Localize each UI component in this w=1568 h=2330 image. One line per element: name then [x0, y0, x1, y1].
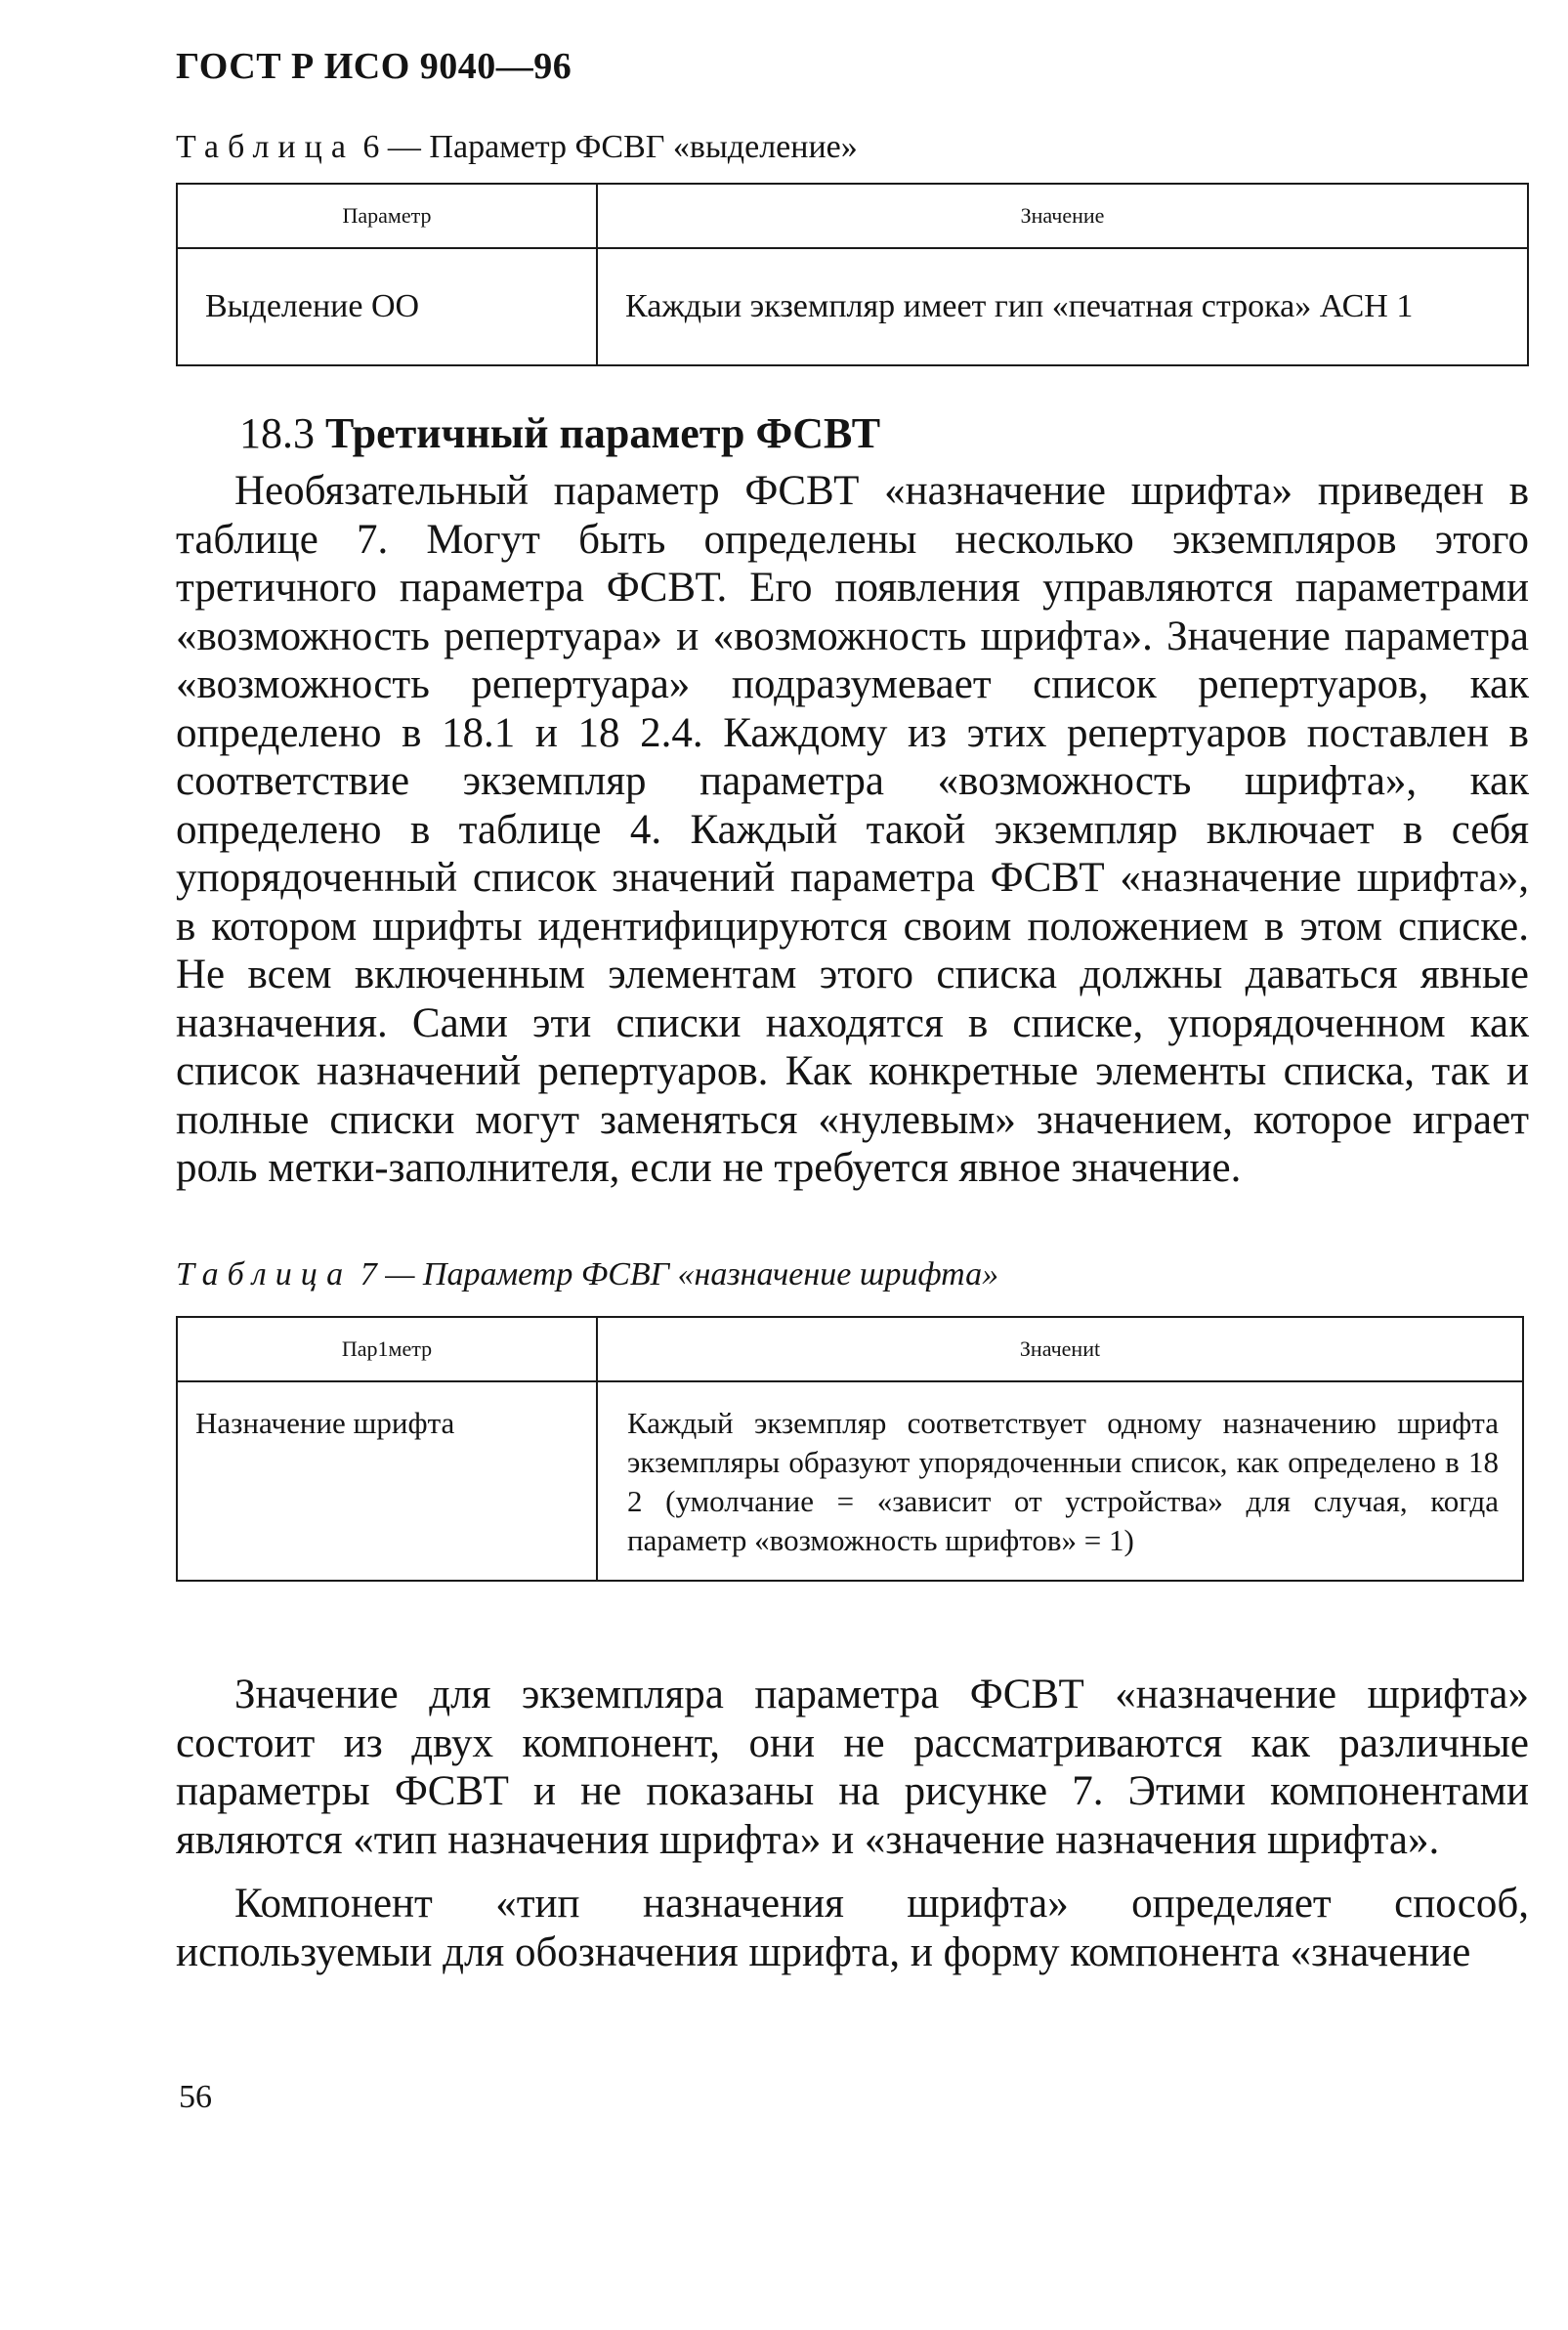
table7-caption-lead: Таблица — [176, 1256, 353, 1292]
section-number: 18.3 — [239, 409, 315, 457]
table-row — [177, 1381, 1523, 1581]
table6-caption-text: 6 — Параметр ФСВГ «выделение» — [354, 129, 858, 165]
section-body — [176, 467, 1529, 1193]
table6-col-param: Параметр — [177, 184, 597, 248]
section-title: Третичный параметр ФСВТ — [325, 409, 881, 457]
table7-header-row — [177, 1317, 1523, 1381]
table6-param-cell: Выделение ОО — [177, 248, 597, 365]
table7 — [176, 1316, 1524, 1582]
table6-header-row — [177, 184, 1528, 248]
paragraph: Значение для экземпляра параметра ФСВТ «назначение шрифта» состоит из двух компонент, они не рассматриваются как различные параметры ФСВТ и не показаны на рисунке 7. Этими компонентами являются «тип назначения шрифта» и «значение назначения шрифта». — [176, 1672, 1529, 1863]
paragraph: Компонент «тип назначения шрифта» определяет способ, используемыи для обозначения шрифта, и форму компонента «значение — [176, 1881, 1529, 1975]
section-heading — [239, 408, 880, 458]
document-header: ГОСТ Р ИСО 9040—96 — [176, 46, 572, 87]
table7-value-cell: Каждый экземпляр соответствует одному назначению шрифта экземпляры образуют упорядоченныи список, как определено в 18 2 (умолчание = «зависит от устройства» для случая, когда параметр «возможность шрифтов» = 1) — [597, 1381, 1523, 1581]
page-number: 56 — [179, 2079, 212, 2115]
table7-param-cell: Назначение шрифта — [177, 1381, 597, 1581]
table6 — [176, 183, 1529, 366]
table6-caption — [176, 129, 858, 166]
table6-value-cell: Каждыи экземпляр имеет гип «печатная строка» АСН 1 — [597, 248, 1528, 365]
table7-col-param: Пар1метр — [177, 1317, 597, 1381]
table6-col-value: Значение — [597, 184, 1528, 248]
table-row — [177, 248, 1528, 365]
closing-text — [176, 1671, 1529, 1976]
table6-caption-lead: Таблица — [176, 129, 355, 165]
paragraph: Необязательный параметр ФСВТ «назначение шрифта» приведен в таблице 7. Могут быть определены несколько экземпляров этого третичного параметра ФСВТ. Его появления управляются параметрами «возможность репертуара» и «возможность шрифта». Значение параметра «возможность репертуара» подразумевает список репертуаров, как определено в 18.1 и 18 2.4. Каждому из этих репертуаров поставлен в соответствие экземпляр параметра «возможность шрифта», как определено в таблице 4. Каждый такой экземпляр включает в себя упорядоченный список значений параметра ФСВТ «назначение шрифта», в котором шрифты идентифицируются своим положением в этом списке. Не всем включенным элементам этого списка должны даваться явные назначения. Сами эти списки находятся в списке, упорядоченном как список назначений репертуаров. Как конкретные элементы списка, так и полные списки могут заменяться «нулевым» значением, которое играет роль метки-заполнителя, если не требуется явное значение. — [176, 468, 1529, 1191]
table7-caption — [176, 1256, 998, 1293]
table7-caption-text: 7 — Параметр ФСВГ «назначение шрифта» — [352, 1256, 999, 1292]
table7-col-value: Значениt — [597, 1317, 1523, 1381]
